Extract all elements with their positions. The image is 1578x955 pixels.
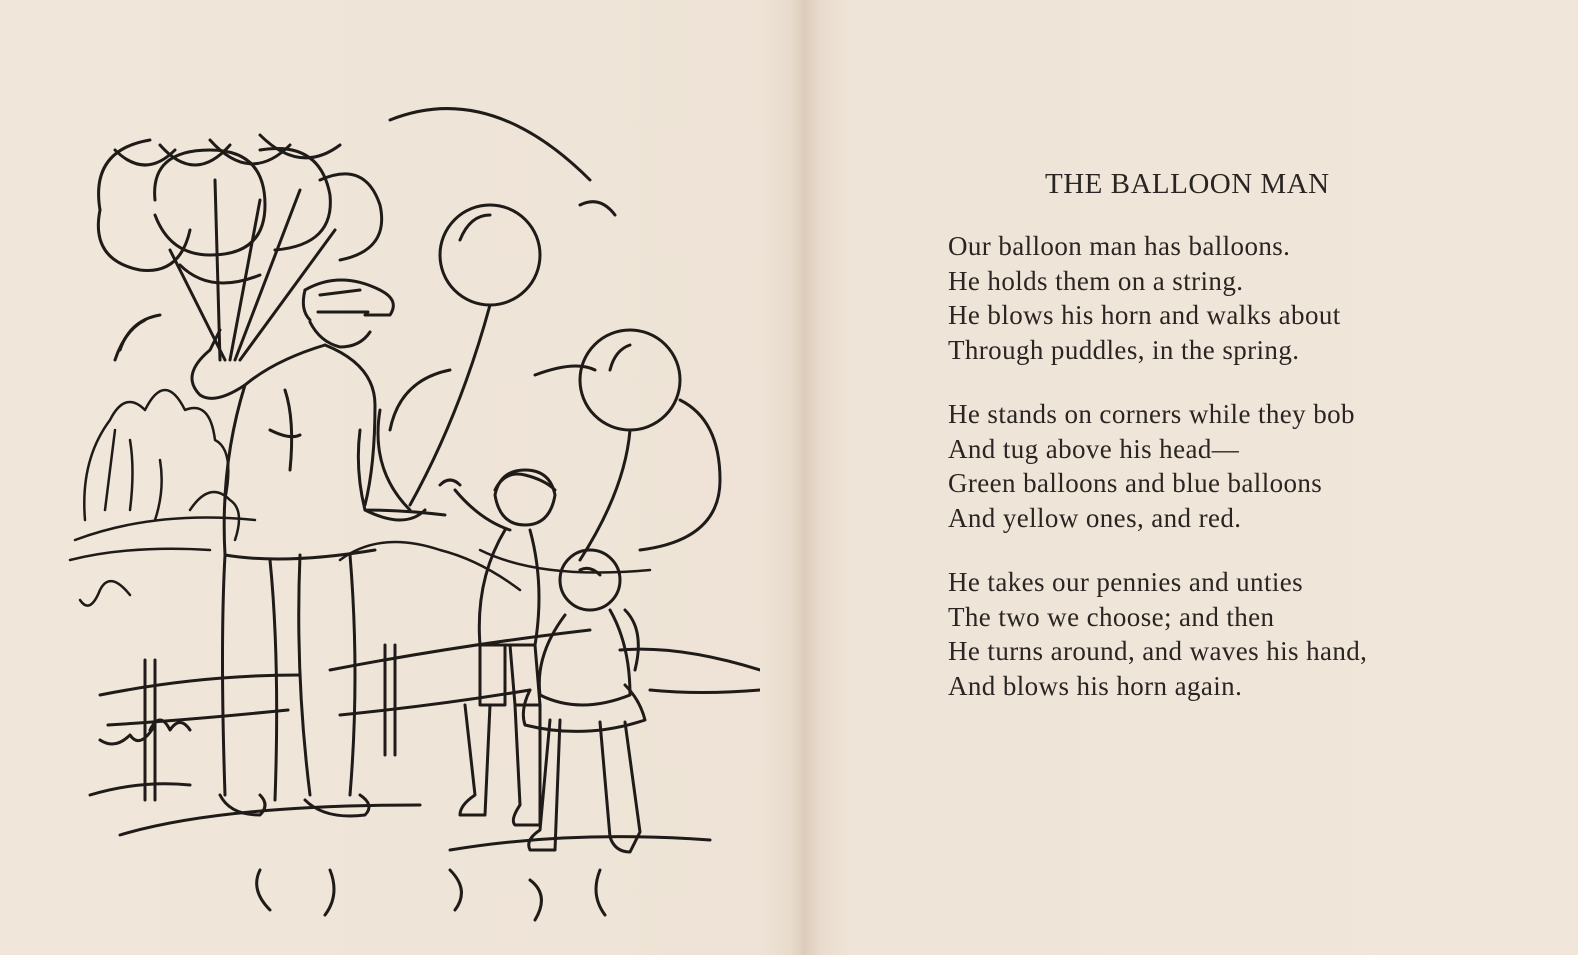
poem-line: Our balloon man has balloons.	[948, 231, 1291, 261]
stanza-3	[948, 565, 1367, 703]
balloon-bunch	[98, 109, 615, 360]
poem-line: Through puddles, in the spring.	[948, 334, 1300, 365]
poem-line: Green balloons and blue balloons	[948, 468, 1323, 498]
stanza-2	[948, 397, 1355, 535]
girl	[523, 550, 645, 852]
poem-line: He stands on corners while they bob	[948, 399, 1355, 429]
poem-line: And blows his horn again.	[948, 670, 1243, 701]
poem-title: THE BALLOON MAN	[1045, 168, 1330, 200]
poem-line: The two we choose; and then	[948, 601, 1275, 632]
balloon-man-illustration	[60, 90, 760, 930]
stanza-1	[948, 229, 1341, 367]
right-page	[800, 0, 1578, 955]
held-balloons	[378, 205, 720, 560]
poem-line: And yellow ones, and red.	[948, 502, 1242, 533]
poem-line: He holds them on a string.	[948, 265, 1244, 296]
poem-line: And tug above his head—	[948, 433, 1240, 464]
poem-line: He blows his horn and walks about	[948, 300, 1341, 330]
background-trees	[70, 390, 650, 606]
poem-line: He turns around, and waves his hand,	[948, 636, 1368, 666]
fence	[90, 630, 760, 920]
poem-line: He takes our pennies and unties	[948, 567, 1304, 597]
